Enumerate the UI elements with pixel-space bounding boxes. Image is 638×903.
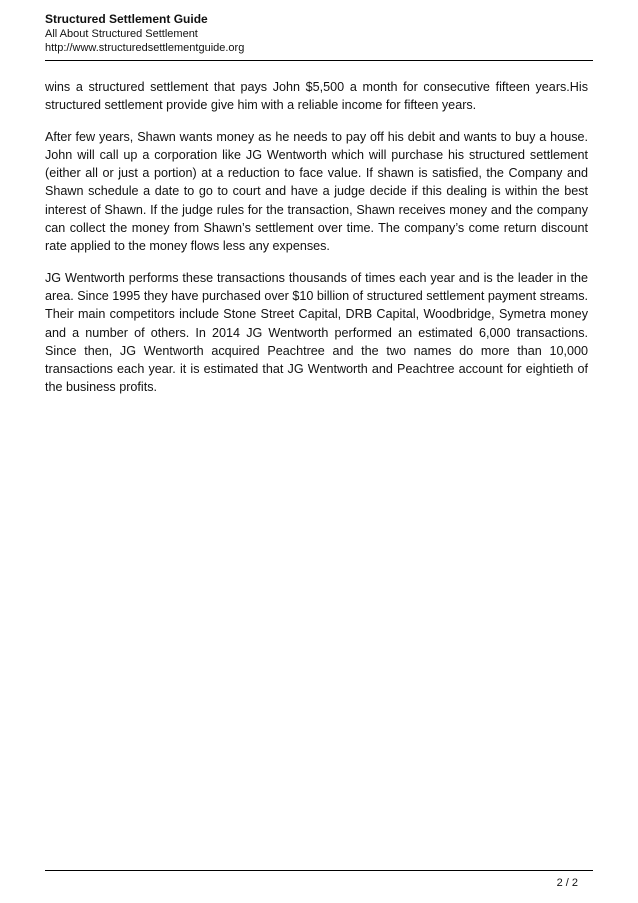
- document-url: http://www.structuredsettlementguide.org: [45, 42, 245, 54]
- page-number: 2 / 2: [556, 877, 578, 889]
- header-divider: [45, 60, 593, 61]
- document-subtitle: All About Structured Settlement: [45, 28, 198, 40]
- page-header: [45, 12, 593, 55]
- paragraph-settlement-income: wins a structured settlement that pays John $5,500 a month for consecutive fifteen years.His structured settlement provide give him with a reliable income for fifteen years.: [45, 80, 588, 113]
- footer-divider: [45, 870, 593, 871]
- paragraph-selling-settlement: After few years, Shawn wants money as he needs to pay off his debit and wants to buy a house. John will call up a corporation like JG Wentworth which will purchase his structured settlement (either all or just a portion) at a reduction to face value. If shawn is satisfied, the Company and Shawn schedule a date to go to court and have a judge decide if this dealing is within the best interest of Shawn. If the judge rules for the transaction, Shawn receives money and the company can collect the money from Shawn’s settlement over time. The company’s come return discount rate applied to the money flows less any expenses.: [45, 129, 588, 254]
- document-body: [45, 78, 588, 410]
- paragraph-jg-wentworth: JG Wentworth performs these transactions thousands of times each year and is the leader in the area. Since 1995 they have purchased over $10 billion of structured settlement payment streams. Their main competitors include Stone Street Capital, DRB Capital, Woodbridge, Symetra money and a number of others. In 2014 JG Wentworth performed an estimated 6,000 transactions. Since then, JG Wentworth acquired Peachtree and the two names do more than 10,000 transactions each year. it is estimated that JG Wentworth and Peachtree account for eightieth of the business profits.: [45, 270, 588, 395]
- document-title: Structured Settlement Guide: [45, 12, 208, 26]
